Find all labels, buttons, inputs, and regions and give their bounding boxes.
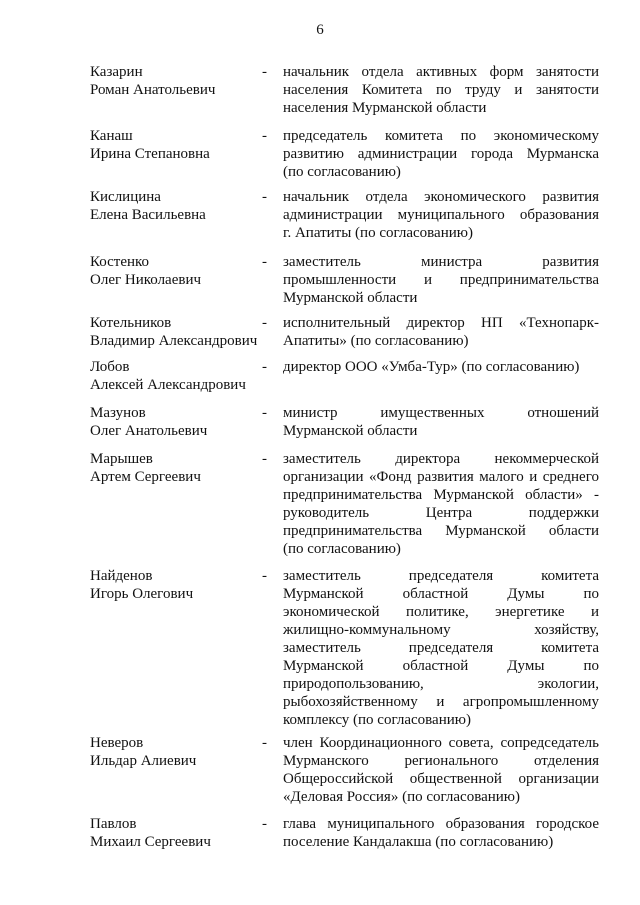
dash-separator: -	[262, 405, 267, 421]
member-name	[90, 63, 260, 99]
member-role	[283, 450, 599, 558]
dash-separator: -	[262, 735, 267, 751]
member-given-name: Михаил Сергеевич	[90, 834, 211, 850]
role-line: Апатиты» (по согласованию)	[283, 333, 469, 349]
member-name	[90, 253, 260, 289]
dash-separator: -	[262, 315, 267, 331]
member-role	[283, 358, 599, 376]
role-line: заместитель министра развития	[283, 254, 599, 270]
member-name	[90, 450, 260, 486]
role-line: населения Мурманской области	[283, 100, 487, 116]
role-line: г. Апатиты (по согласованию)	[283, 225, 473, 241]
member-role	[283, 253, 599, 307]
member-name	[90, 188, 260, 224]
role-line: директор ООО «Умба-Тур» (по согласованию)	[283, 359, 580, 375]
dash-separator: -	[262, 568, 267, 584]
member-surname: Мазунов	[90, 405, 146, 421]
member-given-name: Олег Николаевич	[90, 272, 202, 288]
member-given-name: Артем Сергеевич	[90, 469, 201, 485]
member-name	[90, 127, 260, 163]
member-given-name: Елена Васильевна	[90, 207, 206, 223]
role-line: начальник отдела активных форм занятости	[283, 64, 599, 80]
role-line: заместитель директора некоммерческой	[283, 451, 599, 467]
dash-separator: -	[262, 359, 267, 375]
role-line: Мурманской области	[283, 290, 418, 306]
role-line: развитию администрации города Мурманска	[283, 146, 599, 162]
member-role	[283, 63, 599, 117]
member-role	[283, 127, 599, 181]
role-line: Мурманской областной Думы по	[283, 586, 599, 602]
member-given-name: Ильдар Алиевич	[90, 753, 197, 769]
role-line: (по согласованию)	[283, 541, 401, 557]
member-surname: Неверов	[90, 735, 144, 751]
member-surname: Котельников	[90, 315, 172, 331]
member-given-name: Ирина Степановна	[90, 146, 210, 162]
role-line: рыбохозяйственному и агропромышленному	[283, 694, 599, 710]
role-line: жилищно-коммунальному хозяйству,	[283, 622, 599, 638]
member-name	[90, 567, 260, 603]
member-surname: Лобов	[90, 359, 130, 375]
role-line: экономической политике, энергетике и	[283, 604, 599, 620]
member-role	[283, 404, 599, 440]
role-line: Мурманской области	[283, 423, 418, 439]
role-line: министр имущественных отношений	[283, 405, 599, 421]
role-line: руководитель Центра поддержки	[283, 505, 599, 521]
member-surname: Костенко	[90, 254, 150, 270]
role-line: Мурманской областной Думы по	[283, 658, 599, 674]
role-line: «Деловая Россия» (по согласованию)	[283, 789, 521, 805]
role-line: организации «Фонд развития малого и среднего	[283, 469, 599, 485]
dash-separator: -	[262, 451, 267, 467]
member-surname: Казарин	[90, 64, 143, 80]
member-given-name: Игорь Олегович	[90, 586, 194, 602]
role-line: администрации муниципального образования	[283, 207, 599, 223]
role-line: предпринимательства Мурманской области	[283, 523, 599, 539]
dash-separator: -	[262, 64, 267, 80]
role-line: начальник отдела экономического развития	[283, 189, 599, 205]
member-role	[283, 188, 599, 242]
page-number: 6	[316, 22, 324, 38]
role-line: глава муниципального образования городское	[283, 816, 599, 832]
member-role	[283, 734, 599, 806]
role-line: комплексу (по согласованию)	[283, 712, 471, 728]
role-line: заместитель председателя комитета	[283, 568, 599, 584]
role-line: председатель комитета по экономическому	[283, 128, 599, 144]
role-line: исполнительный директор НП «Технопарк-	[283, 315, 599, 331]
member-name	[90, 404, 260, 440]
member-role	[283, 815, 599, 851]
role-line: Мурманского регионального отделения	[283, 753, 599, 769]
role-line: заместитель председателя комитета	[283, 640, 599, 656]
member-surname: Найденов	[90, 568, 153, 584]
role-line: природопользованию, экологии,	[283, 676, 599, 692]
member-surname: Павлов	[90, 816, 137, 832]
member-given-name: Владимир Александрович	[90, 333, 258, 349]
role-line: поселение Кандалакша (по согласованию)	[283, 834, 554, 850]
role-line: Общероссийской общественной организации	[283, 771, 599, 787]
member-role	[283, 567, 599, 729]
member-surname: Марышев	[90, 451, 153, 467]
role-line: населения Комитета по труду и занятости	[283, 82, 599, 98]
member-name	[90, 815, 260, 851]
member-name	[90, 314, 260, 350]
member-name	[90, 358, 260, 394]
dash-separator: -	[262, 128, 267, 144]
member-surname: Канаш	[90, 128, 133, 144]
member-given-name: Алексей Александрович	[90, 377, 246, 393]
member-given-name: Олег Анатольевич	[90, 423, 208, 439]
dash-separator: -	[262, 189, 267, 205]
member-name	[90, 734, 260, 770]
member-given-name: Роман Анатольевич	[90, 82, 216, 98]
role-line: (по согласованию)	[283, 164, 401, 180]
role-line: промышленности и предпринимательства	[283, 272, 599, 288]
member-surname: Кислицина	[90, 189, 161, 205]
dash-separator: -	[262, 816, 267, 832]
role-line: член Координационного совета, сопредседатель	[283, 735, 599, 751]
dash-separator: -	[262, 254, 267, 270]
role-line: предпринимательства Мурманской области» -	[283, 487, 599, 503]
member-role	[283, 314, 599, 350]
